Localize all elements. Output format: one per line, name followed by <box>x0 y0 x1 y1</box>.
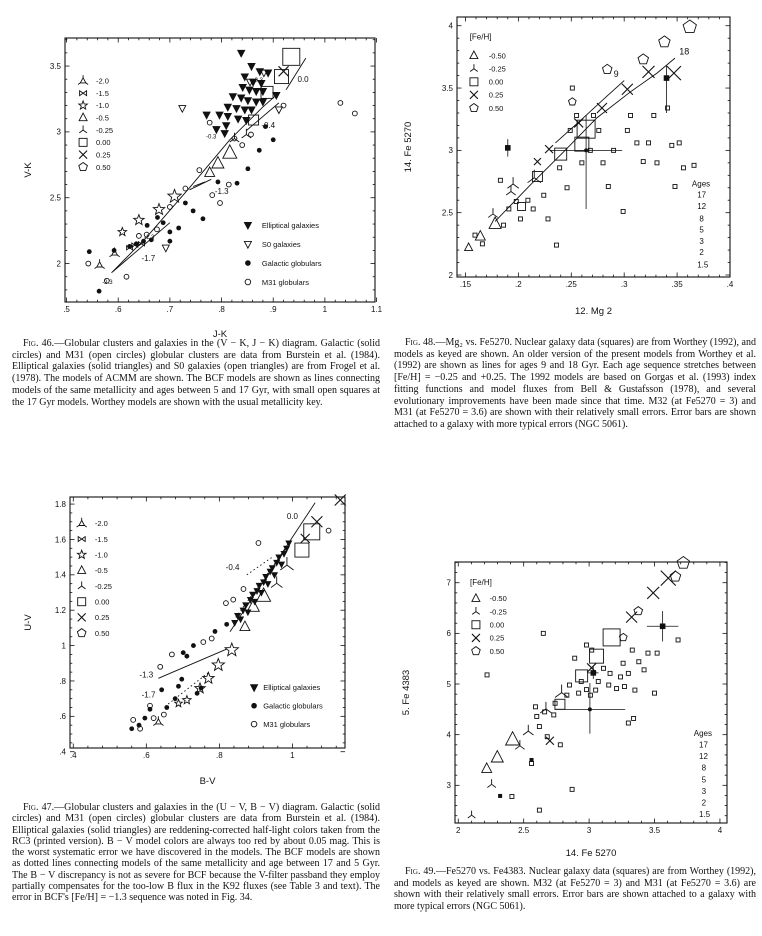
svg-text:-1.5: -1.5 <box>96 88 109 98</box>
svg-text:17: 17 <box>697 190 707 200</box>
svg-text:3: 3 <box>446 781 451 791</box>
svg-text:.2: .2 <box>515 280 522 289</box>
svg-text:0.25: 0.25 <box>94 613 110 623</box>
svg-text:0.3: 0.3 <box>254 77 263 84</box>
figure-46-caption <box>12 338 380 408</box>
svg-text:0.50: 0.50 <box>489 646 505 656</box>
svg-text:Galactic globulars: Galactic globulars <box>263 701 323 711</box>
svg-text:0.50: 0.50 <box>94 628 110 638</box>
svg-text:J-K: J-K <box>212 329 228 340</box>
svg-text:-0.50: -0.50 <box>489 594 507 604</box>
svg-text:-1.0: -1.0 <box>96 101 109 111</box>
svg-text:3: 3 <box>56 127 61 137</box>
figure-48-caption <box>394 337 756 431</box>
svg-text:1.8: 1.8 <box>54 499 66 509</box>
svg-text:8: 8 <box>701 763 707 773</box>
svg-text:Galactic globulars: Galactic globulars <box>261 258 322 268</box>
figure-49-plot <box>398 554 742 861</box>
figure-48-caption-label: Fig. 48. <box>405 337 436 348</box>
svg-text:5: 5 <box>699 225 704 235</box>
svg-text:-0.25: -0.25 <box>94 581 112 591</box>
svg-text:-0.25: -0.25 <box>489 607 507 617</box>
svg-text:Ages: Ages <box>693 729 713 739</box>
svg-text:1.6: 1.6 <box>54 535 66 545</box>
svg-text:-0.3: -0.3 <box>206 134 217 141</box>
svg-text:-0.4: -0.4 <box>261 120 276 130</box>
svg-text:2: 2 <box>699 248 704 258</box>
svg-text:0.00: 0.00 <box>488 77 504 87</box>
svg-text:0.50: 0.50 <box>96 162 111 172</box>
figure-48-caption-text: —Mg₂ vs. Fe5270. Nuclear galaxy data (squares) are from Worthey (1992), and models as keyed are shown. An older version of the present models from Worthey et al. (1992) are shown as lines for ages 9 and 18 Gyr. Each age sequence stretches between [Fe/H] = −0.25 and +0.25. The 1992 models are based on Gorgas et al. (1993) index fitting functions and model fluxes from Bell & Gustafsson (1978), and several evolutionary improvements have been made since that time. M32 (at Fe5270 = 3) and M31 (at Fe5270 = 3.6) are shown with their relatively small errors. Error bars are shown attached to a galaxy with more typical errors (NGC 5061). <box>394 337 757 430</box>
svg-text:4: 4 <box>448 21 453 31</box>
svg-text:V-K: V-K <box>23 162 34 178</box>
svg-text:1.2: 1.2 <box>54 606 66 616</box>
figure-47-caption-text: —Globular clusters and galaxies in the (U − V, B − V) diagram. Galactic (solid circles) and M31 (open circles) globular clusters are data from Burstein et al. (1984). Elliptical galaxies (solid triangles) are reddening-corrected half-light colors taken from the RC3 (printed version). B − V model colors are always too red by about 0.05 mag. This is the worst systematic error we have discovered in the models. The BCF models are shown as dotted lines connecting models of the same metallicity and age between 17 and 5 Gyr. The B − V discrepancy is not as severe for BCF because the V-filter passband they employ partially compensates for the too-low B flux in the K92 fluxes (see Table 3 and text). The error in BCF's [Fe/H] = −1.3 sequence was noted in Fig. 34. <box>12 802 380 904</box>
figure-49-caption-label: Fig. 49. <box>405 866 436 877</box>
svg-text:M31 globulars: M31 globulars <box>263 719 311 729</box>
svg-text:2: 2 <box>701 798 707 808</box>
svg-text:3: 3 <box>448 146 453 156</box>
svg-text:0.0: 0.0 <box>297 74 309 84</box>
svg-text:-1.7: -1.7 <box>141 690 156 700</box>
svg-text:2.5: 2.5 <box>49 193 61 203</box>
svg-text:5. Fe 4383: 5. Fe 4383 <box>401 669 412 716</box>
svg-text:.6: .6 <box>59 712 66 722</box>
svg-text:-1.7: -1.7 <box>141 253 156 263</box>
svg-text:-1.3: -1.3 <box>139 670 154 680</box>
svg-text:1: 1 <box>290 751 295 760</box>
svg-text:1: 1 <box>61 641 66 651</box>
svg-text:[Fe/H]: [Fe/H] <box>470 578 492 588</box>
svg-text:0.00: 0.00 <box>489 620 505 630</box>
svg-text:.4: .4 <box>726 280 734 289</box>
svg-text:-1.3: -1.3 <box>214 186 229 196</box>
svg-text:-0.50: -0.50 <box>488 51 506 61</box>
svg-text:2: 2 <box>448 270 453 280</box>
svg-text:.8: .8 <box>218 305 225 314</box>
svg-text:Ages: Ages <box>691 179 711 189</box>
svg-text:.35: .35 <box>671 280 683 289</box>
svg-text:5: 5 <box>446 679 451 689</box>
svg-text:0.25: 0.25 <box>488 90 504 100</box>
svg-text:3: 3 <box>586 826 592 835</box>
figure-46-caption-label: Fig. 46. <box>23 338 55 349</box>
svg-text:5: 5 <box>701 775 707 785</box>
figure-47-caption <box>12 802 380 904</box>
svg-text:6: 6 <box>446 629 451 639</box>
figure-47-plot <box>20 489 360 789</box>
svg-text:Elliptical galaxies: Elliptical galaxies <box>261 220 319 230</box>
svg-text:12. Mg 2: 12. Mg 2 <box>575 306 612 317</box>
figure-47-caption-label: Fig. 47. <box>23 802 55 813</box>
svg-text:4: 4 <box>446 730 451 740</box>
svg-text:.3: .3 <box>620 280 628 289</box>
svg-text:3.5: 3.5 <box>49 61 61 71</box>
svg-text:.9: .9 <box>269 305 277 314</box>
svg-text:.6: .6 <box>142 751 150 760</box>
svg-text:-2.0: -2.0 <box>96 76 109 86</box>
figure-46-caption-text: —Globular clusters and galaxies in the (V − K, J − K) diagram. Galactic (solid circles) and M31 (open circles) globular clusters are data from Burstein et al. (1984). Elliptical galaxies (solid triangles) and S0 galaxies (open triangles) are from Frogel et al. (1978). The models of ACMM are shown. The BCF models are shown as lines connecting models of the same metallicity and ages between 5 and 17 Gyr, with small open squares at the 17 Gyr models. Worthey models are shown with the usual metallicity key. <box>12 338 380 408</box>
svg-text:2: 2 <box>56 259 61 269</box>
svg-text:18: 18 <box>679 46 690 57</box>
svg-text:-0.5: -0.5 <box>96 113 109 123</box>
svg-text:.25: .25 <box>565 280 577 289</box>
svg-text:2: 2 <box>456 826 461 835</box>
svg-text:-0.5: -0.5 <box>94 566 108 576</box>
figure-48-plot <box>400 9 745 319</box>
svg-text:M31 globulars: M31 globulars <box>261 277 309 287</box>
svg-text:U-V: U-V <box>23 614 34 631</box>
svg-text:17: 17 <box>699 740 708 750</box>
svg-text:.4: .4 <box>69 751 77 760</box>
svg-text:8: 8 <box>699 214 704 224</box>
svg-text:3: 3 <box>699 236 704 246</box>
svg-text:.8: .8 <box>216 751 223 760</box>
svg-text:1.5: 1.5 <box>699 810 711 820</box>
svg-text:-1.0: -1.0 <box>94 550 108 560</box>
svg-text:1: 1 <box>322 305 328 314</box>
figure-46-plot <box>20 30 382 342</box>
svg-text:2.5: 2.5 <box>441 208 453 218</box>
svg-text:1.1: 1.1 <box>370 305 382 314</box>
svg-text:S0 galaxies: S0 galaxies <box>261 239 301 249</box>
svg-text:14. Fe 5270: 14. Fe 5270 <box>403 121 414 173</box>
svg-text:B-V: B-V <box>199 776 216 787</box>
svg-text:0.50: 0.50 <box>488 103 504 113</box>
svg-text:0.25: 0.25 <box>96 150 111 160</box>
svg-text:.15: .15 <box>459 280 472 289</box>
svg-text:Elliptical galaxies: Elliptical galaxies <box>263 683 321 693</box>
svg-text:1.4: 1.4 <box>54 570 66 580</box>
svg-text:-0.25: -0.25 <box>96 125 114 135</box>
svg-text:0.00: 0.00 <box>94 597 110 607</box>
svg-text:.4: .4 <box>59 747 66 757</box>
svg-text:3.5: 3.5 <box>648 826 661 835</box>
svg-text:[Fe/H]: [Fe/H] <box>469 32 492 42</box>
svg-text:7: 7 <box>446 578 451 588</box>
svg-text:14. Fe 5270: 14. Fe 5270 <box>565 848 617 859</box>
figure-49-caption <box>394 866 756 913</box>
figure-49-caption-text: —Fe5270 vs. Fe4383. Nuclear galaxy data (squares) are from Worthey (1992), and models as keyed are shown. M32 (at Fe5270 = 3) and M31 (at Fe5270 = 3.6) are shown with their relatively small errors. Error bars are shown attached to a galaxy with more typical errors (NGC 5061). <box>394 866 757 913</box>
svg-text:-0.25: -0.25 <box>488 64 506 74</box>
svg-text:12: 12 <box>697 201 707 211</box>
svg-text:-1.3: -1.3 <box>144 235 155 242</box>
svg-text:4: 4 <box>717 826 723 835</box>
svg-text:0.0: 0.0 <box>286 512 298 522</box>
svg-text:.6: .6 <box>114 305 122 314</box>
svg-text:9: 9 <box>613 68 619 79</box>
svg-text:12: 12 <box>699 751 708 761</box>
svg-text:-2.3: -2.3 <box>102 279 113 286</box>
svg-text:2.5: 2.5 <box>518 826 530 835</box>
svg-text:3: 3 <box>701 786 707 796</box>
svg-text:0.25: 0.25 <box>489 633 505 643</box>
svg-text:.7: .7 <box>166 305 174 314</box>
svg-text:-0.4: -0.4 <box>225 563 240 573</box>
svg-text:0.00: 0.00 <box>96 138 111 148</box>
svg-text:.8: .8 <box>59 676 66 686</box>
svg-text:-1.5: -1.5 <box>94 534 108 544</box>
svg-text:3.5: 3.5 <box>441 83 453 93</box>
svg-text:1.5: 1.5 <box>697 260 709 270</box>
svg-text:-2.0: -2.0 <box>94 519 108 529</box>
svg-text:.5: .5 <box>63 305 70 314</box>
